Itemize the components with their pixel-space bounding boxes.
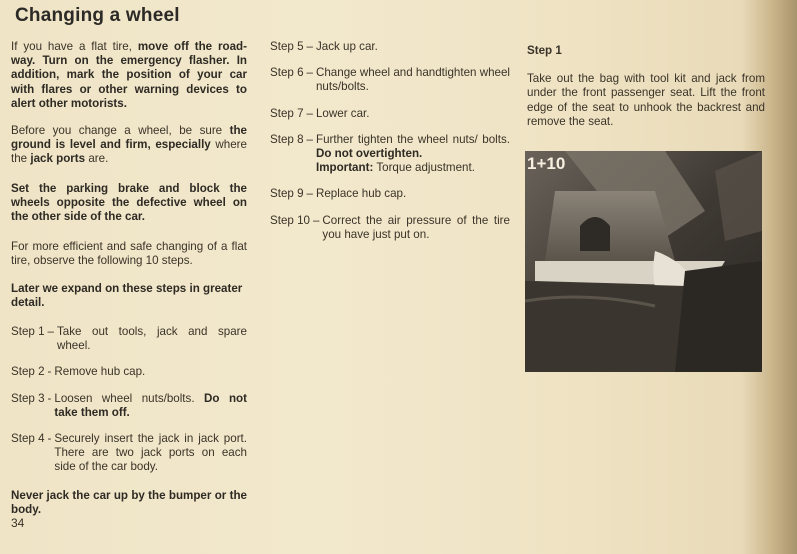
middle-column <box>270 40 510 254</box>
parking-brake-paragraph: Set the parking brake and block the wheels opposite the defective wheel on the other side of the car. <box>11 181 247 224</box>
step-item: Step 3 - Loosen wheel nuts/bolts. Do not take them off. <box>11 391 247 419</box>
step-item: Step 10 – Correct the air pressure of the tire you have just put on. <box>270 213 510 241</box>
step-description: Take out the bag with tool kit and jack from under the front passenger seat. Lift the front edge of the seat to unhook the backrest and remove the seat. <box>527 72 765 128</box>
step-item: Step 4 - Securely insert the jack in jack port. There are two jack ports on each side of the car body. <box>11 432 247 474</box>
step-item: Step 6 – Change wheel and handtighten wheel nuts/bolts. <box>270 66 511 94</box>
seat-photo-drawing <box>525 151 762 372</box>
step-item: Step 8 – Further tighten the wheel nuts/ bolts. Do not overtighten. Important: Torque adjustment. <box>270 132 510 175</box>
step-heading: Step 1 <box>527 44 562 57</box>
page-number: 34 <box>11 516 25 530</box>
step-item: Step 5 – Jack up car. <box>270 40 378 53</box>
bumper-warning: Never jack the car up by the bumper or the body. <box>11 488 247 516</box>
step-item: Step 9 – Replace hub cap. <box>270 187 407 201</box>
step-item: Step 1 – Take out tools, jack and spare wheel. <box>11 325 247 353</box>
seat-photo <box>525 151 762 372</box>
ten-steps-paragraph: For more efficient and safe changing of a flat tire, observe the following 10 steps. <box>11 240 247 268</box>
step-item: Step 2 - Remove hub cap. <box>11 365 146 379</box>
page-title: Changing a wheel <box>15 5 180 26</box>
left-column <box>11 40 247 530</box>
later-paragraph: Later we expand on these steps in greater detail. <box>11 281 243 309</box>
ground-paragraph: Before you change a wheel, be sure the ground is level and firm, especially where the jack ports are. <box>11 124 247 166</box>
step-item: Step 7 – Lower car. <box>270 106 370 120</box>
intro-paragraph: If you have a flat tire, move off the road-way. Turn on the emergency flasher. In addition, mark the position of your car with flares or other warning devices to alert other motorists. <box>11 40 247 110</box>
right-column <box>527 44 765 142</box>
figure-label: 1+10 <box>527 154 566 173</box>
